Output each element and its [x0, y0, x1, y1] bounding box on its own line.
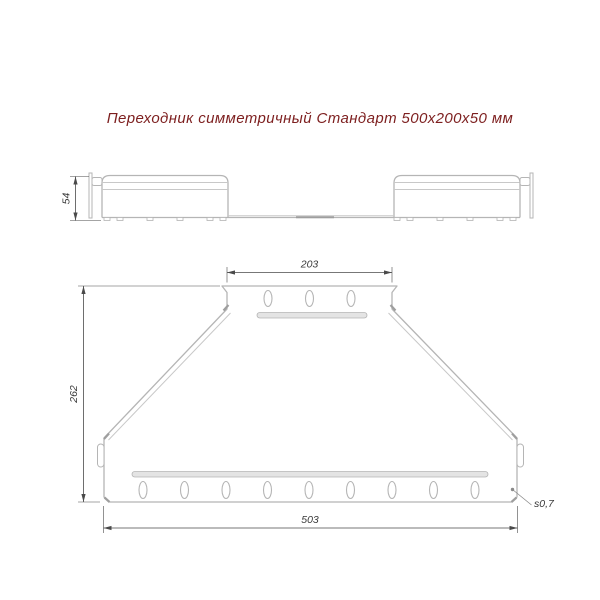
plan-view: [98, 286, 524, 502]
dimension-body-height: [68, 286, 220, 502]
plan-bottom-slots: [139, 482, 479, 499]
slot: [388, 482, 396, 499]
thickness-label: s0,7: [534, 498, 554, 510]
body-height-label: 262: [68, 385, 80, 403]
side-left-block: [102, 176, 228, 218]
side-right-flange: [530, 173, 533, 218]
plan-top-emboss: [257, 313, 367, 319]
arrow-down: [73, 213, 77, 221]
slot: [471, 482, 479, 499]
side-left-tab: [92, 178, 102, 186]
plan-right-tab: [517, 444, 524, 467]
side-right-block: [394, 176, 520, 218]
slot: [430, 482, 438, 499]
plan-bottom-emboss: [132, 472, 488, 478]
slot: [306, 291, 314, 307]
side-right-tab: [520, 178, 530, 186]
arrow-up: [81, 286, 85, 294]
drawing-title: Переходник симметричный Стандарт 500х200х50 мм: [106, 110, 514, 127]
arrow-left: [104, 526, 112, 530]
slot: [222, 482, 230, 499]
slot: [347, 291, 355, 307]
arrow-right: [510, 526, 518, 530]
slot: [264, 291, 272, 307]
plan-left-tab: [98, 444, 105, 467]
top-width-label: 203: [300, 258, 319, 271]
plan-left-bend-line: [109, 313, 231, 440]
slot: [181, 482, 189, 499]
slot: [264, 482, 272, 499]
plan-top-slots: [264, 291, 355, 307]
arrow-right: [384, 270, 392, 274]
arrow-down: [81, 494, 85, 502]
side-view: [89, 173, 533, 221]
arrow-left: [227, 270, 235, 274]
dimension-bottom-width: [104, 506, 518, 533]
dimension-top-width: [227, 259, 392, 283]
plan-right-bend-line: [389, 313, 513, 440]
slot: [347, 482, 355, 499]
side-height-label: 54: [60, 192, 73, 205]
arrow-up: [73, 177, 77, 185]
bottom-width-label: 503: [301, 514, 319, 526]
slot: [139, 482, 147, 499]
slot: [305, 482, 313, 499]
